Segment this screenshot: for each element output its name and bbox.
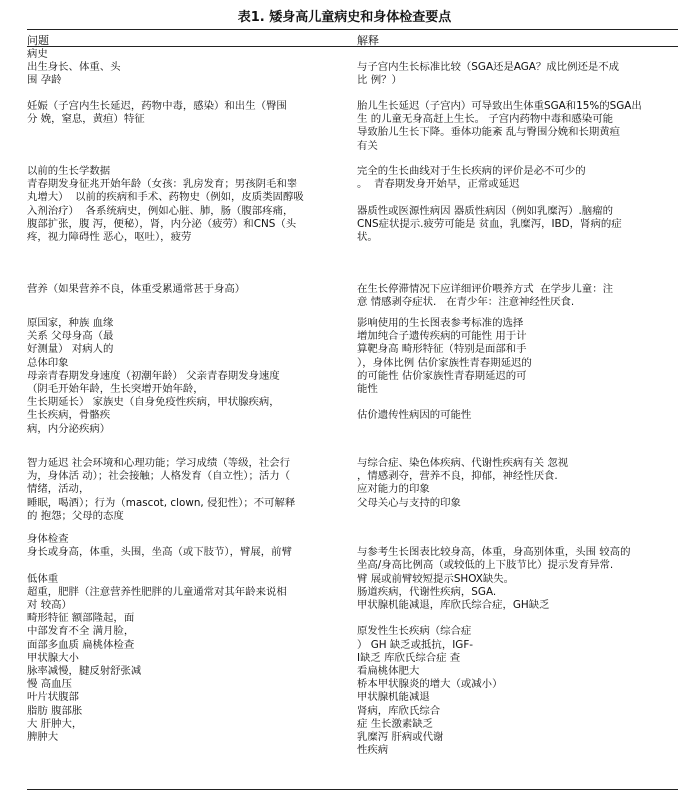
row-4-question: 营养（如果营养不良，体重受累通常甚于身高） (27, 283, 246, 295)
row-1-explanation: 与子宫内生长标准比较（SGA还是AGA？成比例还是不成 比 例？） (357, 61, 620, 87)
row-3-explanation: 完全的生长曲线对于生长疾病的评价是必不可少的 。 青春期发身开始早，正常或延迟 器质性或医源性病因 器质性病因（例如乳糜泻）.脑瘤的 CNS症状提示.疲劳可能是 贫血，乳糜泻，IBD，肾病的症 状。 (357, 165, 622, 244)
header-rule (27, 46, 678, 47)
row-3-question: 以前的生长学数据 青春期发身征兆开始年龄（女孩：乳房发育；男孩阴毛和睾 丸增大） 以前的疾病和手术、药物史（例如，皮质类固醇吸 入剂治疗） 各系统病史，例如心脏、肺，肠（腹部疼痛， 腹部扩张，腹 泻，便秘），肾，内分泌（疲劳）和CNS（头 疼，视力障碍性 恶心，呕吐），疲劳 (27, 165, 304, 244)
top-rule (27, 29, 678, 30)
row-2-question: 妊娠（子宫内生长延迟，药物中毒，感染）和出生（臀围 分 娩，窒息，黄疸）特征 (27, 100, 287, 126)
row-5-question: 原国家，种族 血缘 关系 父母身高（最 好测量） 对病人的 总体印象 母亲青春期发身速度（初潮年龄） 父亲青春期发身速度 （阴毛开始年龄，生长突增开始年龄， 生长期延长） 家族史（自身免疫性疾病，甲状腺疾病， 生长疾病，骨骼疾 病，内分泌疾病） (27, 317, 280, 435)
row-1-question: 病史 出生身长、体重、头 围 孕龄 (27, 48, 121, 87)
row-6-explanation: 与综合症、染色体疾病、代谢性疾病有关 忽视 ，情感剥夺，营养不良，抑郁，神经性厌食. 应对能力的印象 父母关心与支持的印象 (357, 457, 569, 509)
row-7-explanation: 与参考生长图表比较身高，体重，身高别体重，头围 较高的 坐高/身高比例高（或较低的上下肢节比）提示发育异常. 臂 展或前臂较短提示SHOX缺失。 肠道疾病，代谢性疾病，SGA. 甲状腺机能减退，库欣氏综合症，GH缺乏 原发性生长疾病（综合症 ） GH 缺乏或抵抗，IGF- I缺乏 库欣氏综合症 查 看扁桃体肥大 桥本甲状腺炎的增大（或减小） 甲状腺机能减退 肾病，库欣氏综合 症 生长激素缺乏 乳糜泻 肝病或代谢 性疾病 (357, 546, 631, 757)
header-question: 问题 (27, 34, 49, 47)
row-2-explanation: 胎儿生长延迟（子宫内）可导致出生体重SGA和15%的SGA出 生 的儿童无身高赶上生长。 子宫内药物中毒和感染可能 导致胎儿生长下降。垂体功能紊 乱与臀围分娩和长期黄疸 有关 (357, 100, 642, 152)
table-title: 表1. 矮身高儿童病史和身体检查要点 (237, 10, 452, 25)
header-explanation: 解释 (357, 34, 379, 47)
row-5-explanation: 影响使用的生长图表参考标准的选择 增加纯合子遗传疾病的可能性 用于计 算靶身高 畸形特征（特别是面部和手 ），身体比例 估价家族性青春期延迟的 的可能性 估价家族性青春期延迟的可 能性 估价遗传性病因的可能性 (357, 317, 532, 422)
row-7-question: 身体检查 身长或身高，体重，头围，坐高（或下肢节），臂展，前臂 低体重 超重，肥胖（注意营养性肥胖的儿童通常对其年龄来说相 对 较高） 畸形特征 额部隆起，面 中部发育不全 满月脸， 面部多血质 扁桃体检查 甲状腺大小 脉率减慢，腱反射舒张减 慢 高血压 叶片状腹部 脂肪 腹部胀 大 肝肿大， 脾肿大 (27, 533, 292, 744)
row-4-explanation: 在生长停滞情况下应详细评价喂养方式 在学步儿童：注 意 情感剥夺症状. 在青少年：注意神经性厌食. (357, 283, 613, 309)
bottom-rule (27, 789, 678, 790)
row-6-question: 智力延迟 社会环境和心理功能；学习成绩（等级，社会行 为，身体活 动）；社会接触；人格发育（自立性）；活力（ 情绪，活动， 睡眠，喝酒）；行为（mascot, clown, 侵犯性）；不可解释 的 抱怨；父母的态度 (27, 457, 296, 522)
